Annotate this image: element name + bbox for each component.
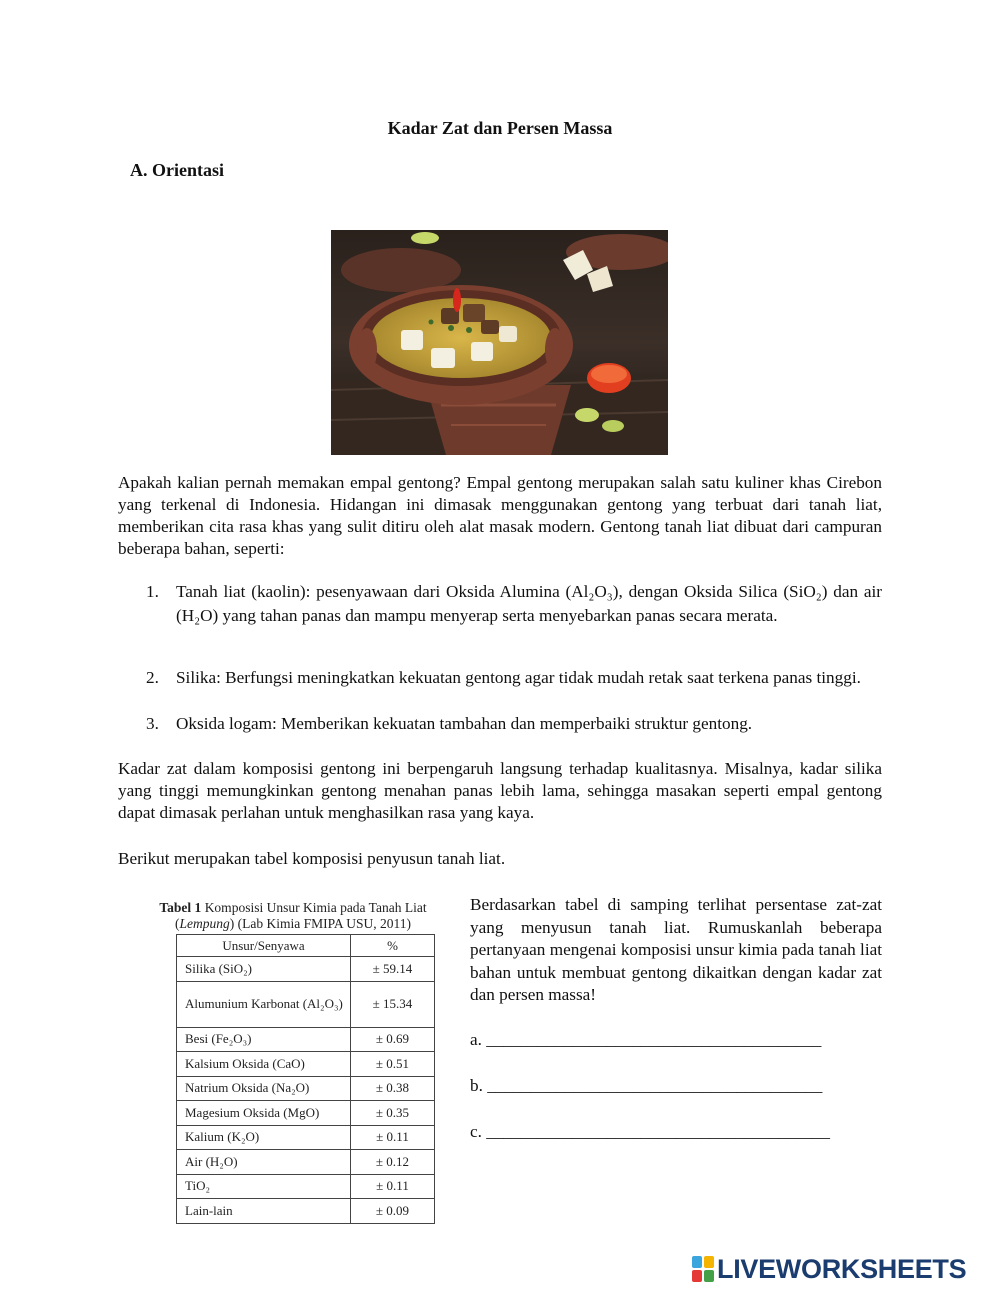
liveworksheets-logo (692, 1254, 966, 1284)
cell-compound: Natrium Oksida (Na₂O) (177, 1076, 351, 1101)
cell-compound: Silika (SiO₂) (177, 957, 351, 982)
table-header-row (177, 935, 435, 957)
paragraph-3: Berikut merupakan tabel komposisi penyusun tanah liat. (118, 849, 506, 868)
list-item (118, 712, 882, 736)
table-row (177, 1101, 435, 1126)
table-caption: Tabel 1 Komposisi Unsur Kimia pada Tanah Liat (Lempung) (Lab Kimia FMIPA USU, 2011) (159, 900, 427, 931)
cell-percent: ± 0.51 (351, 1052, 435, 1077)
table-caption-text: Komposisi Unsur Kimia pada Tanah Liat (201, 900, 427, 915)
list-number: 3. (146, 714, 159, 733)
cell-percent: ± 0.38 (351, 1076, 435, 1101)
answer-label: c. (470, 1122, 482, 1141)
logo-square (692, 1256, 702, 1268)
answer-line-b[interactable] (470, 1076, 822, 1096)
table-row (177, 957, 435, 982)
cell-percent: ± 0.35 (351, 1101, 435, 1126)
empal-gentong-photo (331, 230, 668, 455)
answer-blank[interactable]: ________________________________________ (486, 1122, 830, 1141)
list-text: Oksida logam: Memberikan kekuatan tambahan dan memperbaiki struktur gentong. (176, 714, 753, 733)
list-item (118, 580, 882, 628)
header-compound: Unsur/Senyawa (177, 935, 351, 957)
answer-label: a. (470, 1030, 482, 1049)
table-row (177, 1076, 435, 1101)
cell-compound: Alumunium Karbonat (Al₂O₃) (177, 981, 351, 1027)
answer-blank[interactable]: _______________________________________ (486, 1030, 822, 1049)
cell-compound: Kalium (K₂O) (177, 1125, 351, 1150)
table-row (177, 1174, 435, 1199)
table-caption-source: ) (Lab Kimia FMIPA USU, 2011) (229, 916, 411, 931)
cell-percent: ± 0.11 (351, 1174, 435, 1199)
answer-blank[interactable]: _______________________________________ (487, 1076, 823, 1095)
section-heading: A. Orientasi (130, 160, 224, 180)
cell-percent: ± 15.34 (351, 981, 435, 1027)
cell-compound: Air (H₂O) (177, 1150, 351, 1175)
cell-percent: ± 0.11 (351, 1125, 435, 1150)
logo-text: LIVEWORKSHEETS (717, 1253, 967, 1284)
paragraph-2: Kadar zat dalam komposisi gentong ini berpengaruh langsung terhadap kualitasnya. Misalnya, kadar silika yang tinggi memungkinkan gentong menahan panas lebih lama, sehingga masakan seperti empal gentong dapat dimasak perlahan untuk menghasilkan rasa yang kaya. (118, 759, 882, 822)
cell-percent: ± 0.09 (351, 1199, 435, 1224)
page-title: Kadar Zat dan Persen Massa (387, 118, 613, 138)
logo-square (704, 1270, 714, 1282)
answer-label: b. (470, 1076, 483, 1095)
table-row (177, 1199, 435, 1224)
cell-compound: Kalsium Oksida (CaO) (177, 1052, 351, 1077)
table-row (177, 1150, 435, 1175)
list-text: Tanah liat (kaolin): pesenyawaan dari Oksida Alumina (Al₂O₃), dengan Oksida Silica (SiO₂) dan air (H₂O) yang tahan panas dan mampu menyerap serta menyebarkan panas secara merata. (176, 582, 882, 625)
list-number: 1. (146, 582, 159, 601)
table-row (177, 1052, 435, 1077)
logo-square (692, 1270, 702, 1282)
cell-percent: ± 59.14 (351, 957, 435, 982)
list-text: Silika: Berfungsi meningkatkan kekuatan gentong agar tidak mudah retak saat terkena panas tinggi. (176, 668, 861, 687)
cell-percent: ± 0.69 (351, 1027, 435, 1052)
cell-compound: Magesium Oksida (MgO) (177, 1101, 351, 1126)
cell-compound: TiO₂ (177, 1174, 351, 1199)
logo-square (704, 1256, 714, 1268)
header-percent: % (351, 935, 435, 957)
table-row (177, 981, 435, 1027)
liveworksheets-logo-icon (692, 1256, 714, 1282)
answer-line-c[interactable] (470, 1122, 830, 1142)
list-item (118, 666, 882, 690)
table-caption-italic: Lempung (179, 916, 230, 931)
table-caption-label: Tabel 1 (159, 900, 202, 915)
composition-table (176, 934, 435, 1224)
cell-percent: ± 0.12 (351, 1150, 435, 1175)
table-row (177, 1027, 435, 1052)
instruction-text: Berdasarkan tabel di samping terlihat persentase zat-zat yang menyusun tanah liat. Rumuskanlah beberapa pertanyaan mengenai komposisi unsur kimia pada tanah liat bahan untuk membuat gentong dikaitkan dengan kadar zat dan persen massa! (470, 895, 882, 1004)
cell-compound: Lain-lain (177, 1199, 351, 1224)
answer-line-a[interactable] (470, 1030, 821, 1050)
table-row (177, 1125, 435, 1150)
intro-paragraph: Apakah kalian pernah memakan empal gentong? Empal gentong merupakan salah satu kuliner khas Cirebon yang terkenal di Indonesia. Hidangan ini dimasak menggunakan gentong yang terbuat dari tanah liat, memberikan cita rasa khas yang sulit ditiru oleh alat masak modern. Gentong tanah liat dibuat dari campuran beberapa bahan, seperti: (118, 473, 882, 558)
cell-compound: Besi (Fe₂O₃) (177, 1027, 351, 1052)
list-number: 2. (146, 668, 159, 687)
